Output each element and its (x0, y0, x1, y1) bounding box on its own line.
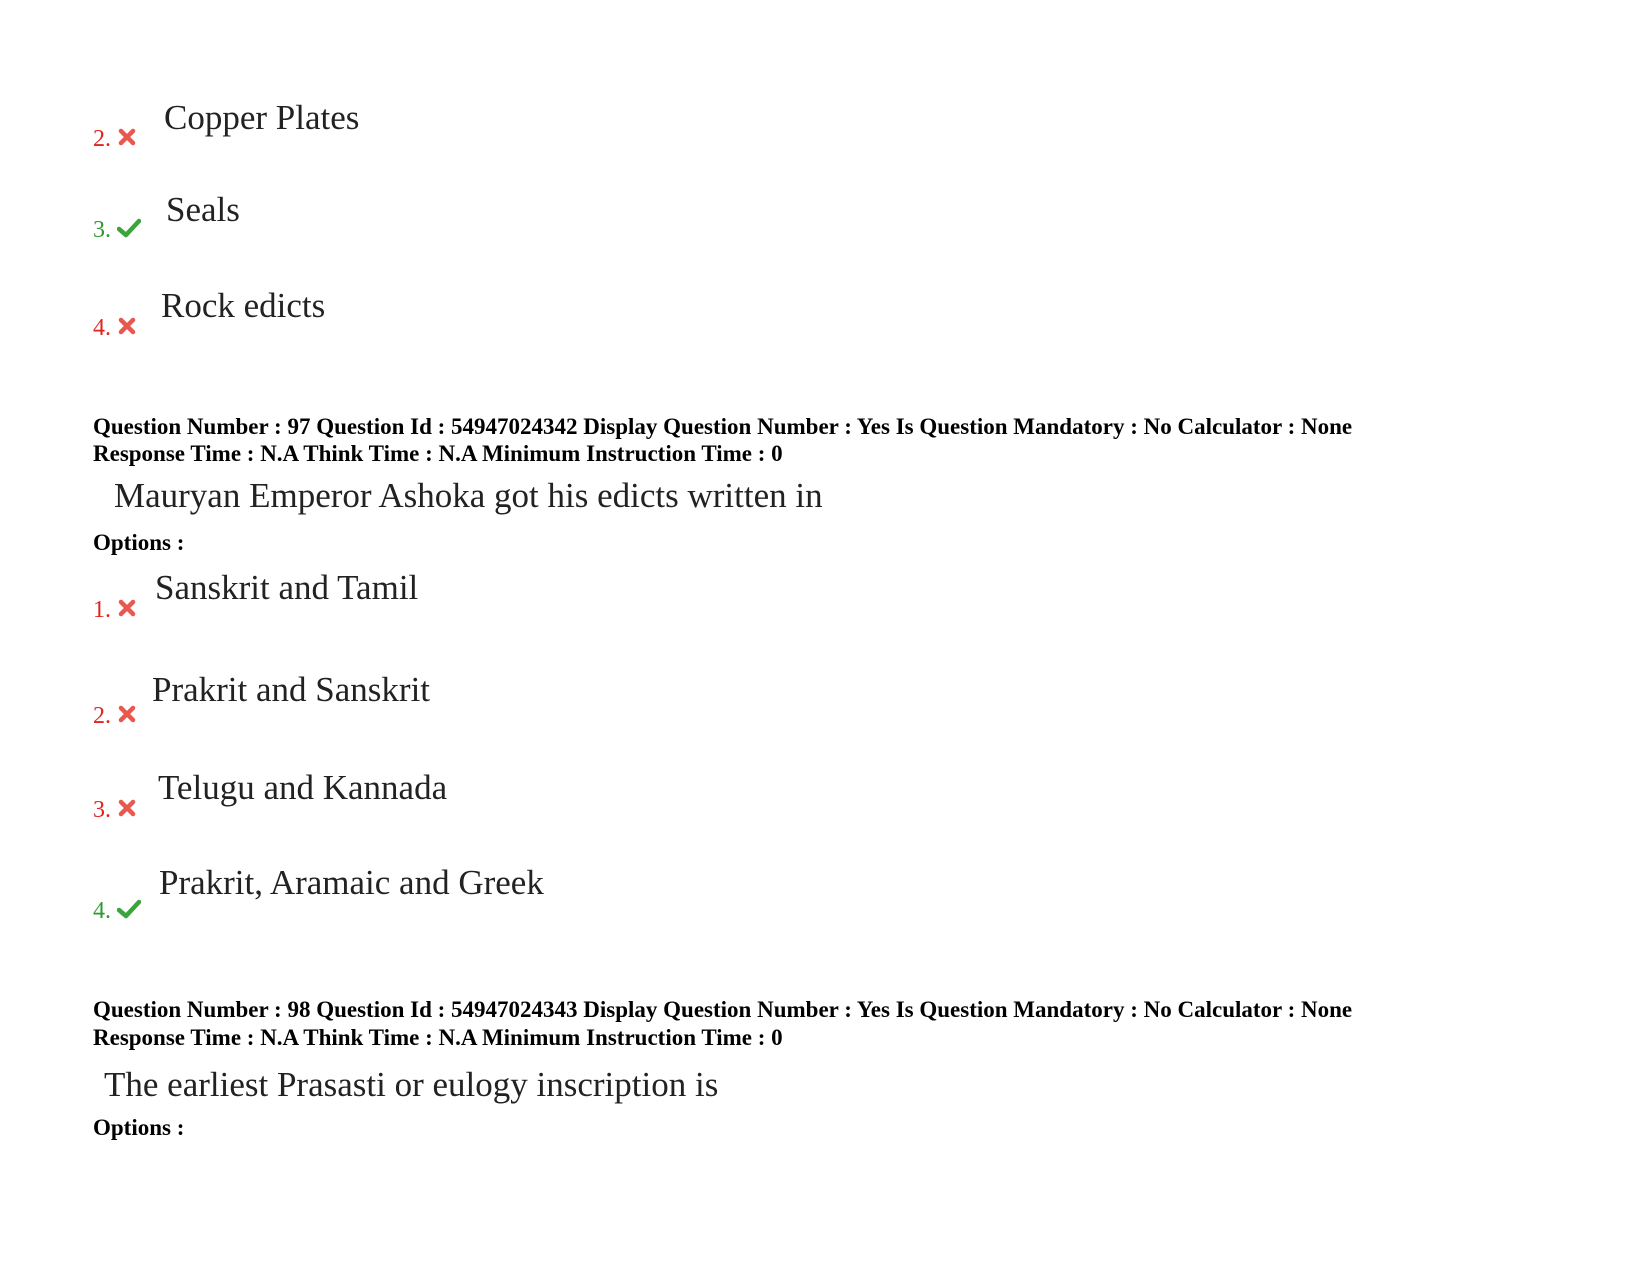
q98-meta-line-1: Question Number : 98 Question Id : 54947024343 Display Question Number : Yes Is Question Mandatory : No Calculator : None (93, 997, 1353, 1022)
option-number: 1. (93, 597, 111, 623)
q97-options-label: Options : (93, 530, 185, 555)
cross-icon (117, 127, 137, 147)
q98-question-text: The earliest Prasasti or eulogy inscription is (104, 1065, 719, 1104)
q97-option-1-text: Sanskrit and Tamil (155, 568, 419, 607)
cross-icon (117, 798, 137, 818)
q97-option-2-text: Prakrit and Sanskrit (152, 670, 431, 709)
prev-option-3-text: Seals (166, 190, 240, 229)
check-icon (117, 899, 141, 919)
q97-question-text: Mauryan Emperor Ashoka got his edicts written in (114, 476, 823, 515)
q97-meta-line-1: Question Number : 97 Question Id : 54947024342 Display Question Number : Yes Is Question Mandatory : No Calculator : None (93, 414, 1353, 439)
prev-option-2-marker (93, 127, 137, 151)
prev-option-3-marker (93, 218, 141, 242)
q98-options-label: Options : (93, 1115, 185, 1140)
q97-option-3-marker (93, 798, 137, 822)
q97-option-4-marker (93, 899, 141, 923)
prev-option-2-text: Copper Plates (164, 98, 360, 137)
cross-icon (117, 704, 137, 724)
q97-option-3-text: Telugu and Kannada (158, 768, 448, 807)
option-number: 4. (93, 315, 111, 341)
q97-option-4-text: Prakrit, Aramaic and Greek (159, 863, 544, 902)
option-number: 3. (93, 217, 111, 243)
option-number: 4. (93, 898, 111, 924)
cross-icon (117, 598, 137, 618)
prev-option-4-text: Rock edicts (161, 286, 326, 325)
q98-meta-line-2: Response Time : N.A Think Time : N.A Minimum Instruction Time : 0 (93, 1025, 783, 1050)
prev-option-4-marker (93, 316, 137, 340)
q97-option-1-marker (93, 598, 137, 622)
check-icon (117, 218, 141, 238)
cross-icon (117, 316, 137, 336)
option-number: 3. (93, 797, 111, 823)
q97-option-2-marker (93, 704, 137, 728)
option-number: 2. (93, 703, 111, 729)
option-number: 2. (93, 126, 111, 152)
q97-meta-line-2: Response Time : N.A Think Time : N.A Minimum Instruction Time : 0 (93, 441, 783, 466)
